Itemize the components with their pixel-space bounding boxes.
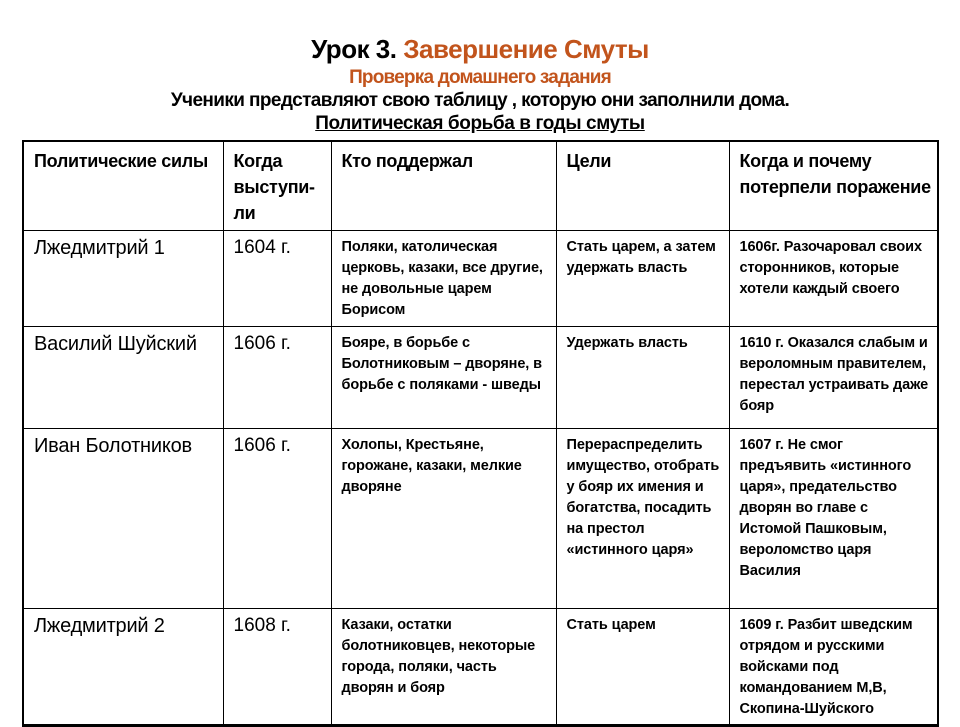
cell-defeat: 1609 г. Разбит шведским отрядом и русскими войсками под командованием М,В, Скопина-Шуйского bbox=[729, 609, 938, 726]
instruction-text: Ученики представляют свою таблицу , которую они заполнили дома. bbox=[170, 90, 790, 111]
col-header-when: Когда выступи-ли bbox=[223, 141, 331, 231]
cell-defeat: 1607 г. Не смог предъявить «истинного царя», предательство дворян во главе с Истомой Пашковым, вероломство царя Василия bbox=[729, 429, 938, 609]
cell-defeat: 1610 г. Оказался слабым и вероломным правителем, перестал устраивать даже бояр bbox=[729, 327, 938, 429]
table-header-row bbox=[23, 141, 938, 231]
col-header-political-forces: Политические силы bbox=[23, 141, 223, 231]
lesson-name: Завершение Смуты bbox=[403, 34, 649, 64]
cell-force: Лжедмитрий 1 bbox=[23, 231, 223, 327]
cell-defeat: 1606г. Разочаровал своих сторонников, которые хотели каждый своего bbox=[729, 231, 938, 327]
cell-goals: Перераспределить имущество, отобрать у бояр их имения и богатства, посадить на престол «истинного царя» bbox=[556, 429, 729, 609]
cell-force: Лжедмитрий 2 bbox=[23, 609, 223, 726]
cell-goals: Удержать власть bbox=[556, 327, 729, 429]
table-row bbox=[23, 327, 938, 429]
col-header-goals: Цели bbox=[556, 141, 729, 231]
table-row bbox=[23, 429, 938, 609]
cell-year: 1604 г. bbox=[223, 231, 331, 327]
cell-goals: Стать царем bbox=[556, 609, 729, 726]
cell-year: 1606 г. bbox=[223, 327, 331, 429]
lesson-number: Урок 3. bbox=[311, 34, 397, 64]
cell-supporters: Бояре, в борьбе с Болотниковым – дворяне, в борьбе с поляками - шведы bbox=[331, 327, 556, 429]
table-row bbox=[23, 231, 938, 327]
political-struggle-table bbox=[22, 140, 939, 727]
cell-supporters: Поляки, католическая церковь, казаки, все другие, не довольные царем Борисом bbox=[331, 231, 556, 327]
cell-year: 1608 г. bbox=[223, 609, 331, 726]
cell-supporters: Холопы, Крестьяне, горожане, казаки, мелкие дворяне bbox=[331, 429, 556, 609]
cell-force: Василий Шуйский bbox=[23, 327, 223, 429]
lesson-title bbox=[0, 33, 960, 66]
cell-goals: Стать царем, а затем удержать власть bbox=[556, 231, 729, 327]
col-header-supporters: Кто поддержал bbox=[331, 141, 556, 231]
cell-year: 1606 г. bbox=[223, 429, 331, 609]
homework-check-subtitle: Проверка домашнего задания bbox=[349, 67, 611, 88]
table-row bbox=[23, 609, 938, 726]
cell-supporters: Казаки, остатки болотниковцев, некоторые города, поляки, часть дворян и бояр bbox=[331, 609, 556, 726]
table-title: Политическая борьба в годы смуты bbox=[315, 113, 645, 134]
col-header-defeat: Когда и почему потерпели поражение bbox=[729, 141, 938, 231]
cell-force: Иван Болотников bbox=[23, 429, 223, 609]
